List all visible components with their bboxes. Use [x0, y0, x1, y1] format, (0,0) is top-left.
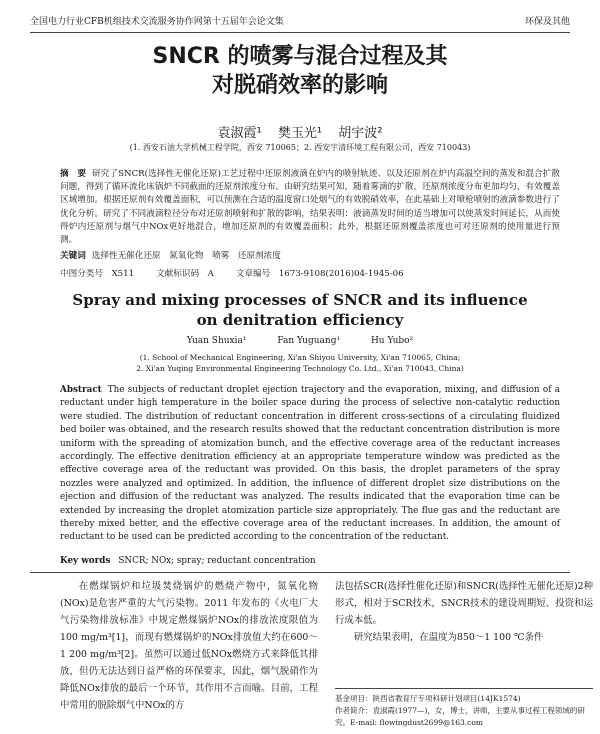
english-title — [0, 290, 600, 330]
english-abstract-text: The subjects of reductant droplet ejection trajectory and the evaporation, mixing, and diffusion of a reductant under high temperature in the boiler space during the process of selective non-catalytic reduction were studied. The distribution of reductant concentration in different cross-sections of a circulating fluidized bed boiler was obtained, and the research results showed that the reductant concentration distribution is more uniform with the spreading of atomization bunch, and the effective coverage area of the reductant increases accordingly. The effective denitration efficiency at an appropriate temperature window was predicted as the effective coverage area of the reductant was provided. On this basis, the droplet parameters of the spray nozzles were analyzed and optimized. In addition, the influence of different droplet size distributions on the ejection and diffusion of the reductant was analyzed. The results indicated that the evaporation time can be extended by increasing the droplet atomization particle size appropriately. The flue gas and the reductant are thereby mixed better, and the effective coverage area of the reductant increases. In addition, the amount of reductant to be used can be predicted according to the concentration of the reductant. — [60, 385, 560, 543]
chinese-abstract-text: 研究了SNCR(选择性无催化还原)工艺过程中还原剂液滴在炉内的喷射轨迹、以及还原剂在炉内高温空间的蒸发和混合扩散问题，得到了循环流化床锅炉不同截面的还原剂浓度分布。由研究结果可知，随着雾滴的扩散，还原剂浓度分布更加均匀，有效覆盖区域增加。根据还原剂有效覆盖面积，可以预测在合适的温度窗口处烟气的有效脱硝效率，在此基础上对喷枪喷射的液滴参数进行了优化分析。研究了不同液滴粒径分布对还原剂喷射和扩散的影响，结果表明：液滴蒸发时间的适当增加可以使蒸发时间延长，从而使得炉内还原剂与烟气中NOx更好地混合，增加还原剂的有效覆盖面积；此外，根据还原剂覆盖浓度也可对还原剂的使用量进行预测。 — [60, 169, 560, 246]
english-keywords-label: Key words — [60, 556, 111, 566]
header-journal: 全国电力行业CFB机组技术交流服务协作网第十五届年会论文集 — [30, 17, 284, 27]
running-header — [30, 14, 570, 33]
author-en: Hu Yubo² — [370, 336, 414, 346]
chinese-keywords — [60, 249, 560, 261]
english-authors — [0, 336, 600, 346]
chinese-abstract — [60, 168, 560, 247]
footnote-author: 作者简介：袁淑霞(1977—)，女，博士，讲师，主要从事过程工程领域的研究。E-mail: flowingdust2699@163.com — [335, 706, 585, 727]
body-paragraph: 在燃煤锅炉和垃圾焚烧锅炉的燃烧产物中，氮氧化物(NOx)是危害严重的大气污染物。2011 年发布的《火电厂大气污染物排放标准》中规定燃煤锅炉NOx的排放浓度限值为100 mg/m³[1]，而现有燃煤锅炉的NOx排放值大约在600～1 200 mg/m³[2]。虽然可以通过低NOx燃烧方式来降低其排放，但仍无法达到日益严格的环保要求，因此，烟气脱硝作为降低NOx排放的最后一个环节，其作用不言而喻。目前，工程中常用的脱除烟气中NOx的方 — [60, 581, 318, 711]
author-en: Fan Yuguang¹ — [277, 336, 341, 346]
body-right-column — [335, 578, 593, 646]
body-paragraph: 法包括SCR(选择性催化还原)和SNCR(选择性无催化还原)2种形式，相对于SCR技术，SNCR技术的建设周期短、投资和运行成本低。 — [335, 581, 593, 626]
chinese-affiliation: (1. 西安石油大学机械工程学院，西安 710065；2. 西安宇清环境工程有限公司，西安 710043) — [129, 143, 471, 152]
english-affiliation — [0, 352, 600, 374]
chinese-authors — [0, 122, 600, 141]
article-number: 文章编号 1673-9108(2016)04-1945-06 — [235, 269, 404, 279]
footnote-fund: 基金项目：陕西省教育厅专项科研计划项目(14JK1574) — [335, 694, 521, 703]
body-paragraph: 研究结果表明，在温度为850～1 100 ℃条件 — [353, 632, 544, 643]
footnote — [335, 688, 593, 729]
chinese-title-line2: 对脱硝效率的影响 — [211, 73, 388, 98]
author-cn: 胡宇波² — [338, 126, 383, 141]
chinese-title-line1: SNCR 的喷雾与混合过程及其 — [152, 44, 448, 69]
chinese-keywords-label: 关键词 — [60, 251, 86, 261]
english-keywords-text: SNCR; NOx; spray; reductant concentration — [118, 556, 316, 566]
section-divider — [30, 572, 570, 573]
english-abstract-label: Abstract — [60, 385, 102, 395]
english-affiliation-line2: 2. Xi'an Yuqing Environmental Engineering Technology Co. Ltd., Xi'an 710043, China) — [136, 364, 464, 373]
document-code: 文献标识码 A — [156, 269, 214, 279]
english-abstract — [60, 384, 560, 545]
classification-info — [60, 267, 404, 279]
english-title-line2: on denitration efficiency — [196, 311, 404, 329]
author-cn: 袁淑霞¹ — [217, 126, 262, 141]
english-title-line1: Spray and mixing processes of SNCR and its influence — [72, 291, 528, 309]
chinese-keywords-text: 选择性无催化还原 氮氧化物 喷雾 还原剂浓度 — [91, 251, 281, 261]
author-en: Yuan Shuxia¹ — [186, 336, 247, 346]
english-keywords — [60, 556, 316, 566]
author-cn: 樊玉光¹ — [277, 126, 323, 141]
chinese-title — [0, 42, 600, 100]
body-left-column — [60, 578, 318, 714]
english-affiliation-line1: (1. School of Mechanical Engineering, Xi'an Shiyou University, Xi'an 710065, China; — [139, 353, 461, 362]
clc-number: 中图分类号 X511 — [60, 269, 135, 279]
header-section: 环保及其他 — [524, 17, 570, 27]
chinese-abstract-label: 摘 要 — [60, 169, 87, 179]
